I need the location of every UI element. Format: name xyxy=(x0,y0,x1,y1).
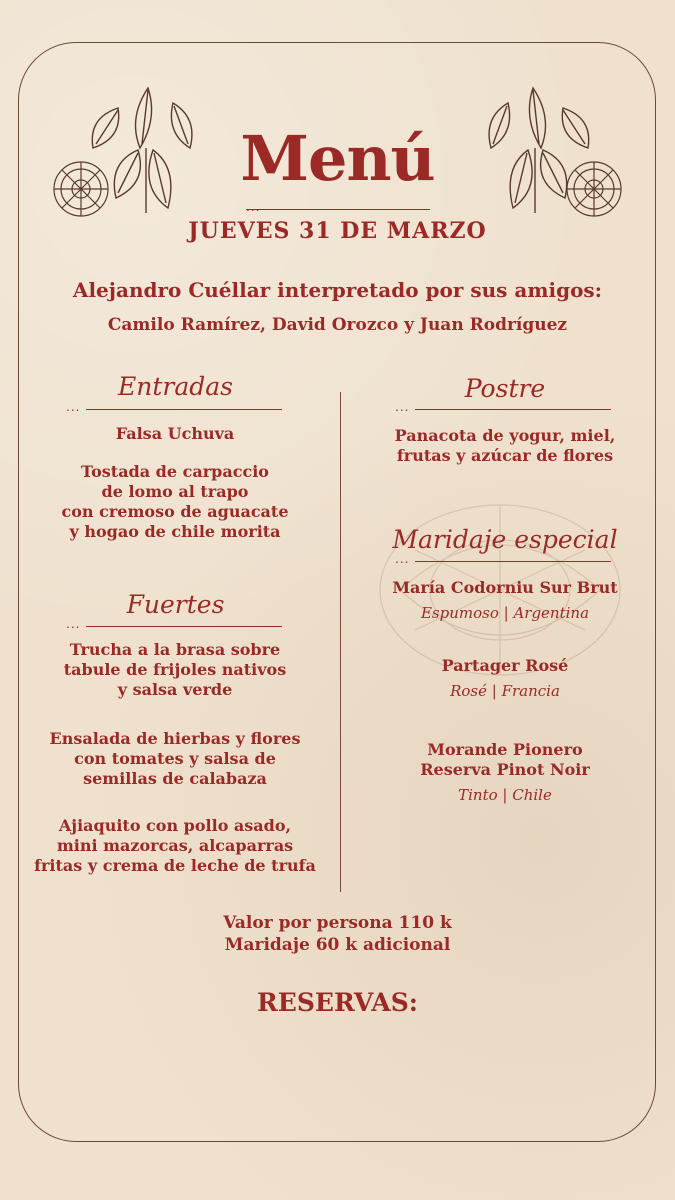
wine-detail: Espumoso | Argentina xyxy=(420,604,590,622)
guest-chefs: Camilo Ramírez, David Orozco y Juan Rodríguez xyxy=(107,315,568,335)
fuertes-heading: Fuertes xyxy=(126,590,225,619)
wine-detail: Rosé | Francia xyxy=(450,682,560,700)
title-rule xyxy=(246,209,430,210)
dish-ajiaquito: Ajiaquito con pollo asado, mini mazorcas, alcaparras fritas y crema de leche de trufa xyxy=(34,816,316,875)
postre-dots: ... xyxy=(395,400,410,414)
dish-falsa-uchuva: Falsa Uchuva xyxy=(115,424,235,443)
entradas-rule xyxy=(86,409,282,410)
maridaje-heading: Maridaje especial xyxy=(392,525,618,554)
dish-ensalada: Ensalada de hierbas y flores con tomates y salsa de semillas de calabaza xyxy=(49,729,301,788)
entradas-heading: Entradas xyxy=(118,372,233,401)
dish-tostada: Tostada de carpaccio de lomo al trapo con cremoso de aguacate y hogao de chile morita xyxy=(61,462,289,541)
dish-panacota: Panacota de yogur, miel, frutas y azúcar de flores xyxy=(394,426,616,465)
entradas-dots: ... xyxy=(66,400,81,414)
postre-heading: Postre xyxy=(464,374,546,403)
column-divider xyxy=(340,392,341,892)
wine-name: Partager Rosé xyxy=(441,656,569,675)
event-subtitle: Alejandro Cuéllar interpretado por sus amigos: xyxy=(72,278,603,302)
postre-rule xyxy=(415,409,611,410)
maridaje-dots: ... xyxy=(395,552,410,566)
fuertes-dots: ... xyxy=(66,617,81,631)
maridaje-rule xyxy=(415,561,611,562)
dish-trucha: Trucha a la brasa sobre tabule de frijoles nativos y salsa verde xyxy=(63,640,287,699)
wine-name: María Codorniu Sur Brut xyxy=(392,578,618,597)
wine-name: Morande Pionero Reserva Pinot Noir xyxy=(420,740,590,779)
reservas-heading: RESERVAS: xyxy=(257,988,418,1017)
menu-title: Menú xyxy=(240,122,435,195)
title-dots: ... xyxy=(246,200,261,214)
event-date: JUEVES 31 DE MARZO xyxy=(188,218,487,244)
fuertes-rule xyxy=(86,626,282,627)
wine-detail: Tinto | Chile xyxy=(458,786,552,804)
price-info: Valor por persona 110 k Maridaje 60 k adicional xyxy=(223,913,452,955)
